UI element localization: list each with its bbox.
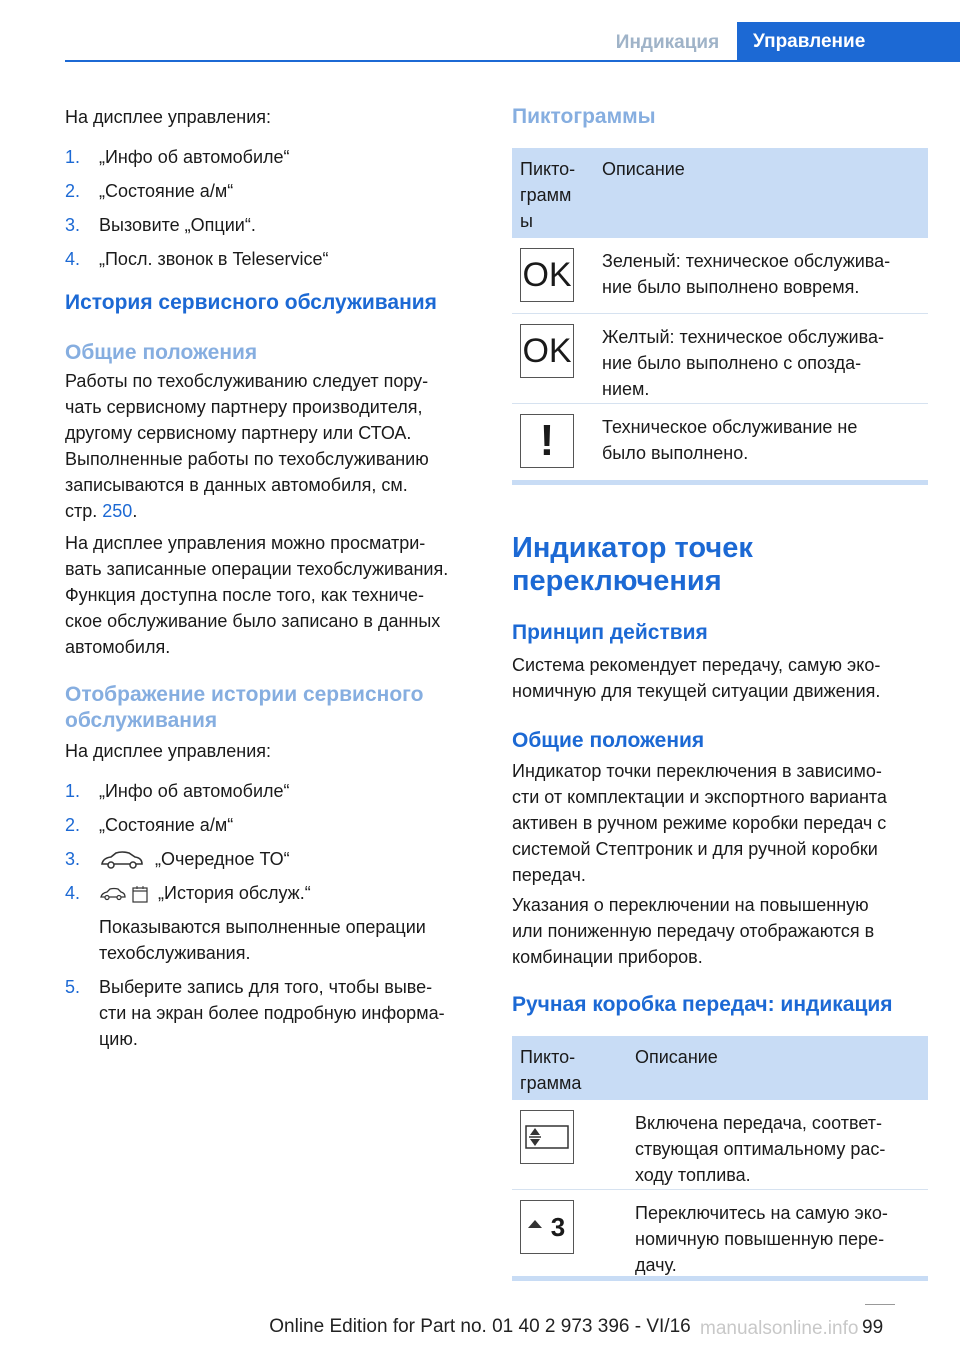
page-number-rule [865, 1304, 895, 1305]
list-item: 4. „История обслуж.“ [65, 883, 311, 903]
heading-pictograms: Пиктограммы [512, 105, 656, 128]
list-item: 2. „Состояние а/м“ [65, 181, 234, 201]
table-header: Пикто- грамм ы Описание [512, 148, 928, 238]
gear-optimal-symbol [525, 1122, 569, 1152]
list-item: 3. Вызовите „Опции“. [65, 215, 256, 235]
table-row: Включена передача, соответ- ствующая оптимальному рас- ходу топлива. [512, 1100, 928, 1190]
gear-indicator-table [512, 1036, 928, 1281]
steps-list-2 [65, 778, 480, 1052]
page-number: 99 [862, 1317, 884, 1338]
ok-green-icon: OK [520, 248, 574, 302]
gear-optimal-icon [520, 1110, 574, 1164]
intro-text-2: На дисплее управления: [65, 741, 272, 761]
heading-manual-gearbox: Ручная коробка передач: индикация [512, 993, 893, 1016]
table-header: Пикто- грамма Описание [512, 1036, 928, 1100]
list-item: 5. Выберите запись для того, чтобы выве- сти на экран более подробную информа- цию. [65, 977, 445, 1049]
list-item: 1. „Инфо об автомобиле“ [65, 781, 290, 801]
shift-up-digit: 3 [550, 1211, 566, 1242]
pictogram-table [512, 148, 928, 485]
table-row: 3 Переключитесь на самую эко- номичную повышенную пере- дачу. [512, 1190, 928, 1276]
intro-text: На дисплее управления: [65, 107, 272, 127]
table-row: OK Зеленый: техническое обслужива- ние было выполнено вовремя. [512, 238, 928, 314]
paragraph-shift-hints: Указания о переключении на повышенную или пониженную передачу отображаются в комбинации приборов. [512, 895, 875, 967]
tab-controls[interactable]: Управление [737, 22, 960, 62]
footer-edition-text: Online Edition for Part no. 01 40 2 973 396 - VI/16 [269, 1316, 691, 1337]
table-row: OK Желтый: техническое обслужива- ние было выполнено с опозда- нием. [512, 314, 928, 404]
heading-display-history: Отображение истории сервисного обслуживания [65, 683, 424, 732]
car-icon [99, 887, 127, 901]
list-item: 3. „Очередное ТО“ [65, 849, 290, 869]
table-row: ! Техническое обслуживание не было выполнено. [512, 404, 928, 480]
page-link[interactable]: 250 [102, 501, 133, 521]
table-bottom-rule [512, 480, 928, 485]
paragraph-display-records: На дисплее управления можно просматри- вать записанные операции техобслуживания. Функция доступна после того, как техниче- ское обслуживание было записано в данных автомобиля. [65, 533, 449, 657]
paragraph-service-partner: Работы по техобслуживанию следует пору- чать сервисному партнеру производителя, другому сервисному партнеру или СТОА. Выполненные работы по техобслуживанию записываются в данных автомобиля, см. стр. 250. [65, 371, 429, 521]
ok-yellow-icon: OK [520, 324, 574, 378]
list-item: 4. „Посл. звонок в Teleservice“ [65, 249, 329, 269]
heading-general-2: Общие положения [512, 729, 705, 752]
heading-shift-indicator: Индикатор точек переключения [512, 532, 753, 597]
heading-general: Общие положения [65, 341, 258, 364]
heading-service-history: История сервисного обслуживания [65, 291, 437, 314]
calendar-icon [132, 885, 148, 903]
tab-indication[interactable]: Индикация [615, 32, 720, 53]
car-icon [99, 850, 145, 870]
paragraph-principle: Система рекомендует передачу, самую эко- номичную для текущей ситуации движения. [512, 655, 881, 701]
list-item-note: Показываются выполненные операции техобслуживания. [99, 917, 426, 963]
shift-up-icon [520, 1200, 574, 1254]
warning-exclamation-icon: ! [520, 414, 574, 468]
paragraph-general-2: Индикатор точки переключения в зависимо- сти от комплектации и экспортного варианта активен в ручном режиме коробки передач с системой Стептроник и для ручной коробки передач. [512, 761, 887, 885]
list-item: 2. „Состояние а/м“ [65, 815, 234, 835]
heading-principle: Принцип действия [512, 621, 708, 644]
steps-list-1 [65, 144, 475, 280]
watermark: manualsonline.info [700, 1318, 859, 1339]
list-item: 1. „Инфо об автомобиле“ [65, 147, 290, 167]
